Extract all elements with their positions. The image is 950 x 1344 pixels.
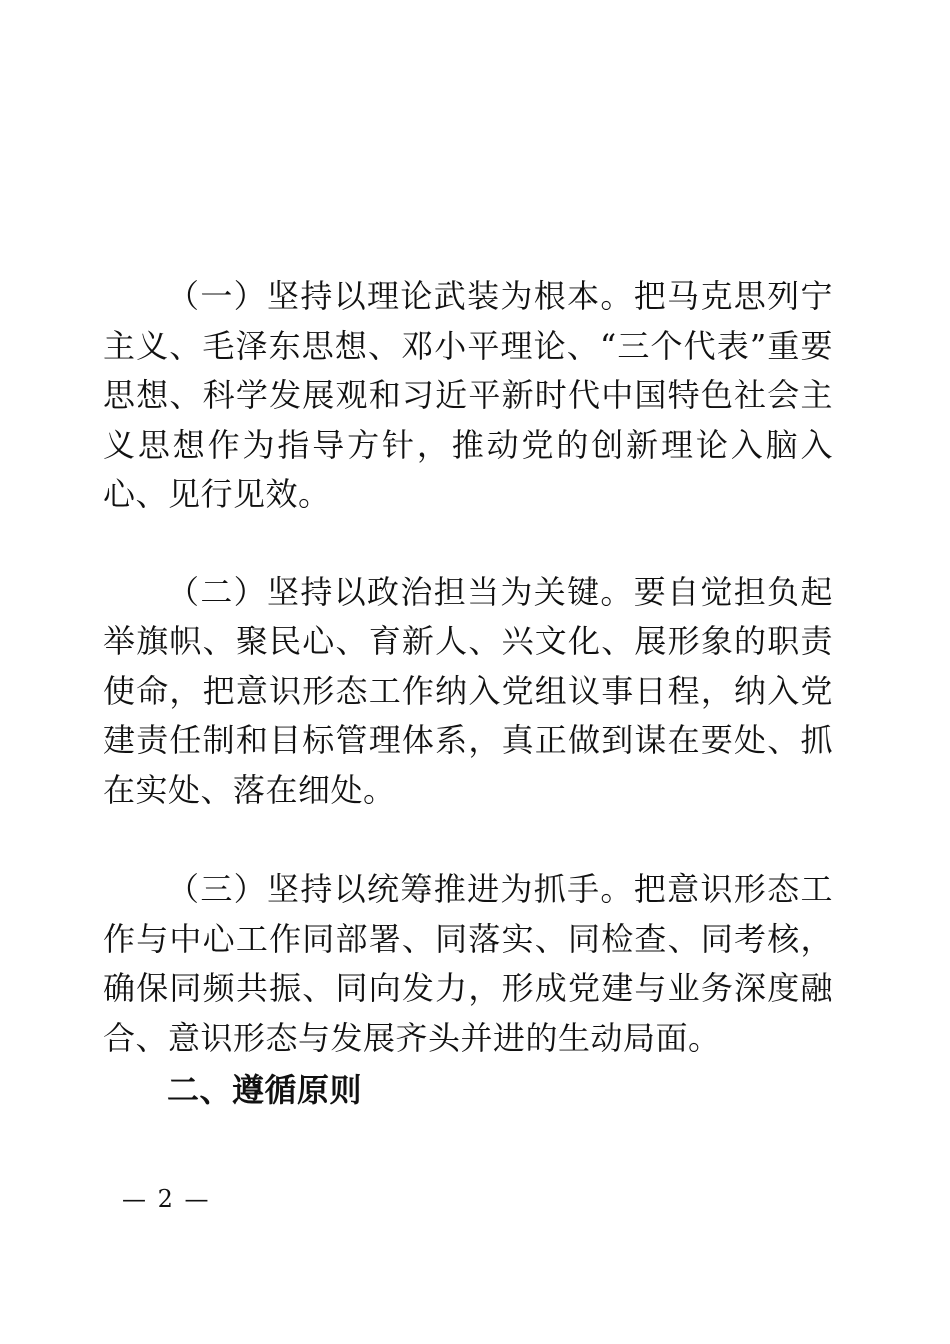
paragraph-coordinated-advancement: （三）坚持以统筹推进为抓手。把意识形态工作与中心工作同部署、同落实、同检查、同考核，确保同频共振、同向发力，形成党建与业务深度融合、意识形态与发展齐头并进的生动局面。 — [103, 870, 833, 1057]
paragraph-political-responsibility: （二）坚持以政治担当为关键。要自觉担负起举旗帜、聚民心、育新人、兴文化、展形象的职责使命，把意识形态工作纳入党组议事日程，纳入党建责任制和目标管理体系，真正做到谋在要处、抓在实处、落在细处。 — [103, 572, 833, 809]
page-number: — 2 — — [122, 1185, 211, 1213]
section-heading-principles: 二、遵循原则 — [167, 1071, 363, 1109]
paragraph-theory-armament: （一）坚持以理论武装为根本。把马克思列宁主义、毛泽东思想、邓小平理论、“三个代表”重要思想、科学发展观和习近平新时代中国特色社会主义思想作为指导方针，推动党的创新理论入脑入心、见行见效。 — [103, 277, 833, 513]
document-body — [103, 272, 833, 1117]
